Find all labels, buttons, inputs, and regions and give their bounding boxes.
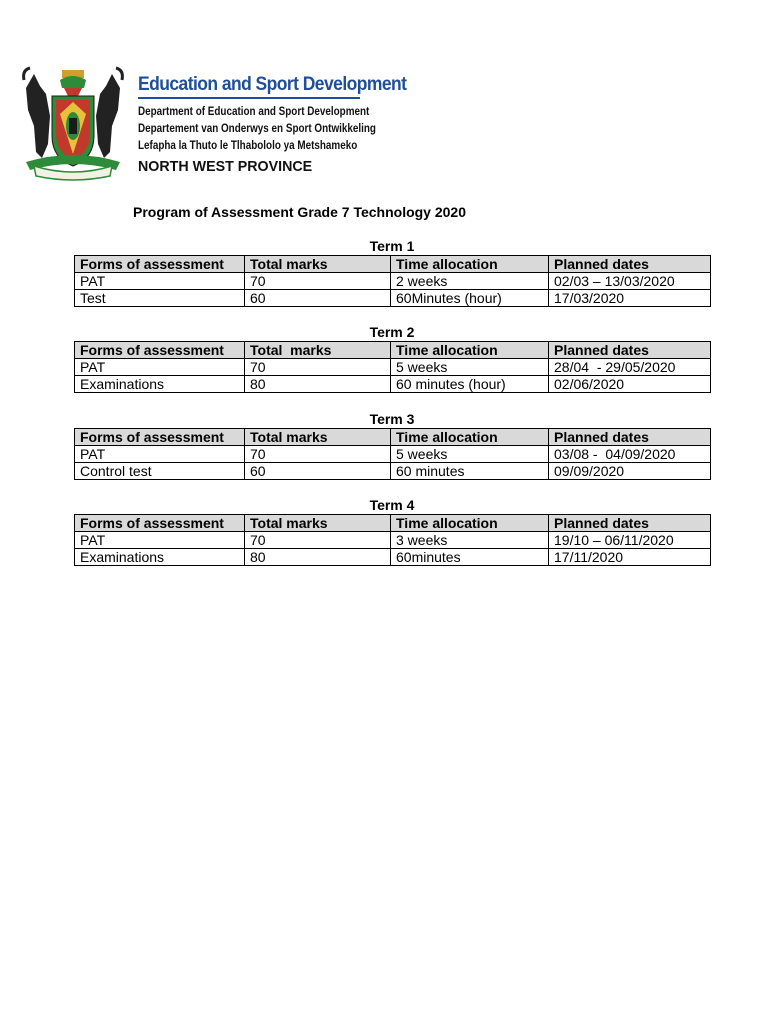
- cell-form: Examinations: [75, 549, 245, 566]
- cell-marks: 80: [245, 376, 391, 393]
- cell-time: 60 minutes (hour): [391, 376, 549, 393]
- term-heading: Term 1: [369, 238, 415, 254]
- cell-form: PAT: [75, 446, 245, 463]
- header-total-marks: Total marks: [245, 342, 391, 359]
- cell-time: 60Minutes (hour): [391, 290, 549, 307]
- table-row: [75, 359, 711, 376]
- cell-form: PAT: [75, 532, 245, 549]
- table-row: [75, 376, 711, 393]
- cell-dates: 17/03/2020: [549, 290, 711, 307]
- cell-form: Test: [75, 290, 245, 307]
- cell-time: 3 weeks: [391, 532, 549, 549]
- cell-marks: 80: [245, 549, 391, 566]
- cell-dates: 09/09/2020: [549, 463, 711, 480]
- header-total-marks: Total marks: [245, 429, 391, 446]
- header-planned-dates: Planned dates: [549, 342, 711, 359]
- term-2-section: [74, 324, 710, 393]
- header-planned-dates: Planned dates: [549, 256, 711, 273]
- cell-time: 60 minutes: [391, 463, 549, 480]
- header-total-marks: Total marks: [245, 515, 391, 532]
- term-1-section: [74, 238, 710, 307]
- cell-form: PAT: [75, 359, 245, 376]
- cell-dates: 03/08 - 04/09/2020: [549, 446, 711, 463]
- term-4-section: [74, 497, 710, 566]
- assessment-table: [74, 514, 711, 566]
- table-header-row: [75, 429, 711, 446]
- cell-time: 60minutes: [391, 549, 549, 566]
- cell-marks: 70: [245, 532, 391, 549]
- cell-dates: 02/03 – 13/03/2020: [549, 273, 711, 290]
- department-name-afrikaans: Departement van Onderwys en Sport Ontwikkeling: [138, 123, 376, 135]
- cell-time: 5 weeks: [391, 359, 549, 376]
- cell-dates: 19/10 – 06/11/2020: [549, 532, 711, 549]
- letterhead: [20, 66, 407, 182]
- brand-rule: [138, 97, 360, 99]
- cell-time: 2 weeks: [391, 273, 549, 290]
- cell-dates: 02/06/2020: [549, 376, 711, 393]
- cell-dates: 17/11/2020: [549, 549, 711, 566]
- header-time-allocation: Time allocation: [391, 256, 549, 273]
- term-heading: Term 3: [369, 411, 415, 427]
- cell-marks: 70: [245, 359, 391, 376]
- cell-form: Examinations: [75, 376, 245, 393]
- header-planned-dates: Planned dates: [549, 429, 711, 446]
- table-row: [75, 549, 711, 566]
- term-heading: Term 2: [369, 324, 415, 340]
- document-title: Program of Assessment Grade 7 Technology 2020: [133, 204, 467, 220]
- term-3-section: [74, 411, 710, 480]
- department-block: [138, 74, 407, 178]
- table-header-row: [75, 256, 711, 273]
- term-heading: Term 4: [369, 497, 415, 513]
- table-header-row: [75, 515, 711, 532]
- header-planned-dates: Planned dates: [549, 515, 711, 532]
- department-name-setswana: Lefapha la Thuto le Tlhabololo ya Metshameko: [138, 140, 358, 152]
- header-total-marks: Total marks: [245, 256, 391, 273]
- header-time-allocation: Time allocation: [391, 429, 549, 446]
- table-row: [75, 463, 711, 480]
- coat-of-arms-icon: [20, 66, 126, 182]
- header-forms-of-assessment: Forms of assessment: [75, 429, 245, 446]
- cell-marks: 60: [245, 463, 391, 480]
- header-time-allocation: Time allocation: [391, 515, 549, 532]
- cell-marks: 60: [245, 290, 391, 307]
- header-time-allocation: Time allocation: [391, 342, 549, 359]
- header-forms-of-assessment: Forms of assessment: [75, 342, 245, 359]
- cell-dates: 28/04 - 29/05/2020: [549, 359, 711, 376]
- table-row: [75, 532, 711, 549]
- table-row: [75, 290, 711, 307]
- header-forms-of-assessment: Forms of assessment: [75, 256, 245, 273]
- cell-form: PAT: [75, 273, 245, 290]
- table-header-row: [75, 342, 711, 359]
- department-name-english: Department of Education and Sport Development: [138, 106, 370, 118]
- assessment-table: [74, 341, 711, 393]
- table-row: [75, 273, 711, 290]
- brand-name: Education and Sport Development: [138, 74, 407, 95]
- cell-form: Control test: [75, 463, 245, 480]
- cell-marks: 70: [245, 446, 391, 463]
- assessment-table: [74, 428, 711, 480]
- cell-time: 5 weeks: [391, 446, 549, 463]
- province-name: NORTH WEST PROVINCE: [138, 158, 313, 175]
- cell-marks: 70: [245, 273, 391, 290]
- table-row: [75, 446, 711, 463]
- header-forms-of-assessment: Forms of assessment: [75, 515, 245, 532]
- assessment-table: [74, 255, 711, 307]
